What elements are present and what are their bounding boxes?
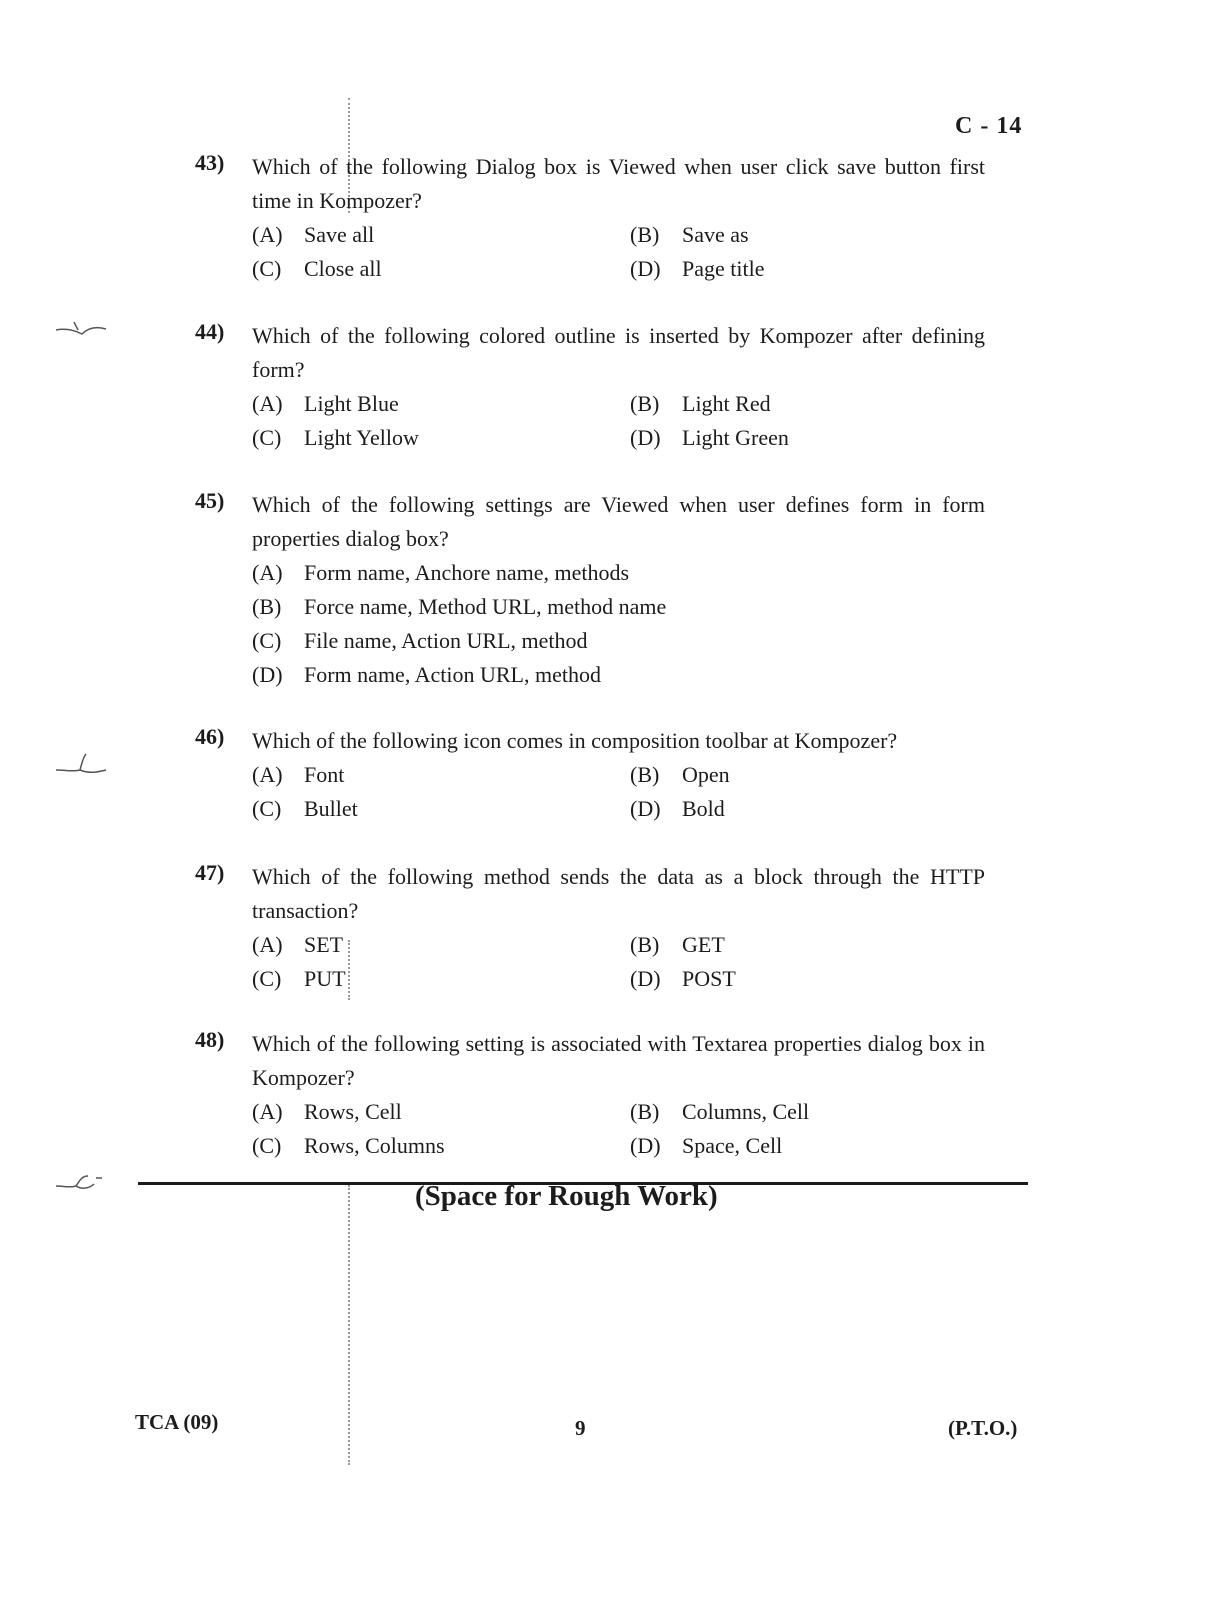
question-47 (195, 860, 985, 996)
question-number: 46) (195, 724, 225, 749)
paper-code-header: C - 14 (955, 113, 1023, 139)
question-number: 47) (195, 860, 225, 885)
option-d: (D) Form name, Action URL, method (252, 662, 601, 687)
option-d: (D) POST (630, 966, 736, 991)
option-d: (D) Bold (630, 796, 725, 821)
rough-work-heading: (Space for Rough Work) (415, 1180, 718, 1212)
footer-paper-code: TCA (09) (135, 1410, 219, 1434)
margin-tick-mark-icon (52, 750, 108, 780)
option-a: (A) SET (252, 932, 344, 957)
option-c: (C) Bullet (252, 796, 358, 821)
question-46 (195, 724, 985, 826)
option-b: (B) Open (630, 762, 730, 787)
options-list (252, 758, 985, 826)
options-list (252, 556, 985, 692)
question-number: 48) (195, 1027, 225, 1052)
option-d: (D) Light Green (630, 425, 789, 450)
options-list (252, 218, 985, 286)
options-list (252, 387, 985, 455)
option-c: (C) Light Yellow (252, 425, 419, 450)
options-list (252, 928, 985, 996)
option-c: (C) Rows, Columns (252, 1133, 445, 1158)
option-a: (A) Font (252, 762, 345, 787)
option-a: (A) Form name, Anchore name, methods (252, 560, 630, 585)
option-c: (C) File name, Action URL, method (252, 628, 588, 653)
question-text: Which of the following colored outline is inserted by Kompozer after defining form? (252, 323, 985, 382)
margin-tick-mark-icon (52, 1168, 108, 1198)
question-number: 43) (195, 150, 225, 175)
question-text: Which of the following method sends the data as a block through the HTTP transaction? (252, 864, 985, 923)
margin-tick-mark-icon (52, 316, 108, 346)
option-b: (B) GET (630, 932, 725, 957)
option-d: (D) Page title (630, 256, 765, 281)
option-a: (A) Rows, Cell (252, 1099, 402, 1124)
option-b: (B) Force name, Method URL, method name (252, 594, 667, 619)
margin-dotted-line-bottom (348, 1185, 350, 1465)
question-text: Which of the following setting is associated with Textarea properties dialog box in Kompozer? (252, 1031, 985, 1090)
options-list (252, 1095, 985, 1163)
option-c: (C) PUT (252, 966, 346, 991)
question-number: 44) (195, 319, 225, 344)
option-b: (B) Save as (630, 222, 749, 247)
question-text: Which of the following Dialog box is Viewed when user click save button first time in Kompozer? (252, 154, 985, 213)
option-a: (A) Light Blue (252, 391, 399, 416)
question-text: Which of the following settings are Viewed when user defines form in form properties dialog box? (252, 492, 985, 551)
option-d: (D) Space, Cell (630, 1133, 783, 1158)
option-b: (B) Columns, Cell (630, 1099, 810, 1124)
question-text: Which of the following icon comes in composition toolbar at Kompozer? (252, 728, 898, 753)
option-b: (B) Light Red (630, 391, 771, 416)
question-44 (195, 319, 985, 455)
footer-page-number: 9 (575, 1416, 586, 1440)
question-45 (195, 488, 985, 692)
question-43 (195, 150, 985, 286)
question-number: 45) (195, 488, 225, 513)
option-c: (C) Close all (252, 256, 382, 281)
question-48 (195, 1027, 985, 1163)
option-a: (A) Save all (252, 222, 375, 247)
footer-pto: (P.T.O.) (948, 1416, 1018, 1440)
